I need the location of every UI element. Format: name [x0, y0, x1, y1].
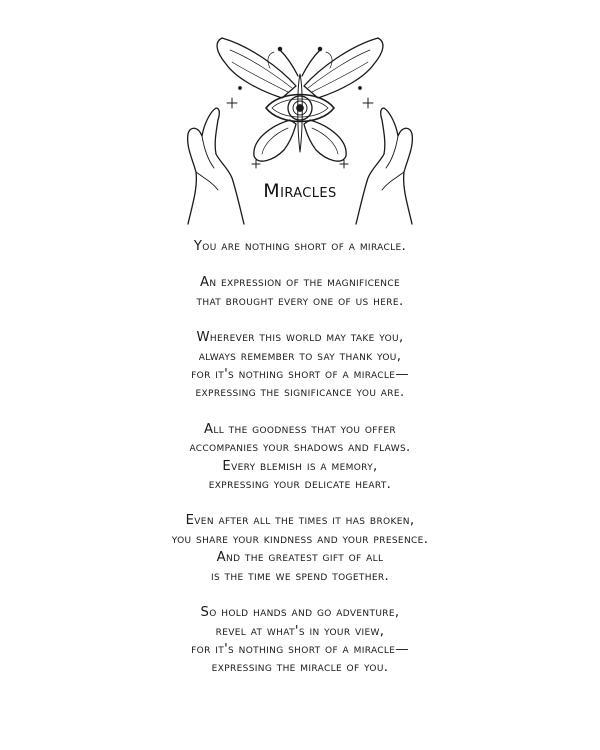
stanza	[0, 512, 600, 586]
poem-line: you share your kindness and your presence.	[171, 531, 429, 547]
poem-line: You are nothing short of a miracle.	[193, 239, 407, 254]
poem-line: So hold hands and go adventure,	[200, 605, 400, 621]
poem-line: Wherever this world may take you,	[196, 330, 404, 346]
poem-line: revel at what's in your view,	[215, 623, 385, 639]
stanza	[0, 238, 600, 256]
poem-line: accompanies your shadows and flaws.	[189, 440, 411, 456]
poem-line: for it's nothing short of a miracle—	[191, 641, 409, 657]
poem-line: expressing the miracle of you.	[211, 660, 389, 676]
poem-line: Even after all the times it has broken,	[185, 513, 415, 529]
poem-line: that brought every one of us here.	[196, 293, 404, 309]
poem-line: An expression of the magnificence	[199, 275, 401, 291]
poem-line: All the goodness that you offer	[203, 421, 396, 437]
poem-title: Miracles	[263, 180, 337, 202]
stanza	[0, 604, 600, 678]
poem-line: for it's nothing short of a miracle—	[191, 367, 409, 383]
stanza	[0, 421, 600, 495]
poem-line: expressing your delicate heart.	[208, 477, 392, 493]
poem-line: expressing the significance you are.	[195, 385, 405, 401]
poem-line: always remember to say thank you,	[198, 348, 402, 364]
stanza	[0, 329, 600, 403]
poem-line: is the time we spend together.	[210, 568, 390, 584]
poem-line: Every blemish is a memory,	[222, 458, 378, 474]
poem-body	[0, 238, 600, 696]
stanza	[0, 274, 600, 311]
poem-line: And the greatest gift of all	[216, 550, 384, 566]
